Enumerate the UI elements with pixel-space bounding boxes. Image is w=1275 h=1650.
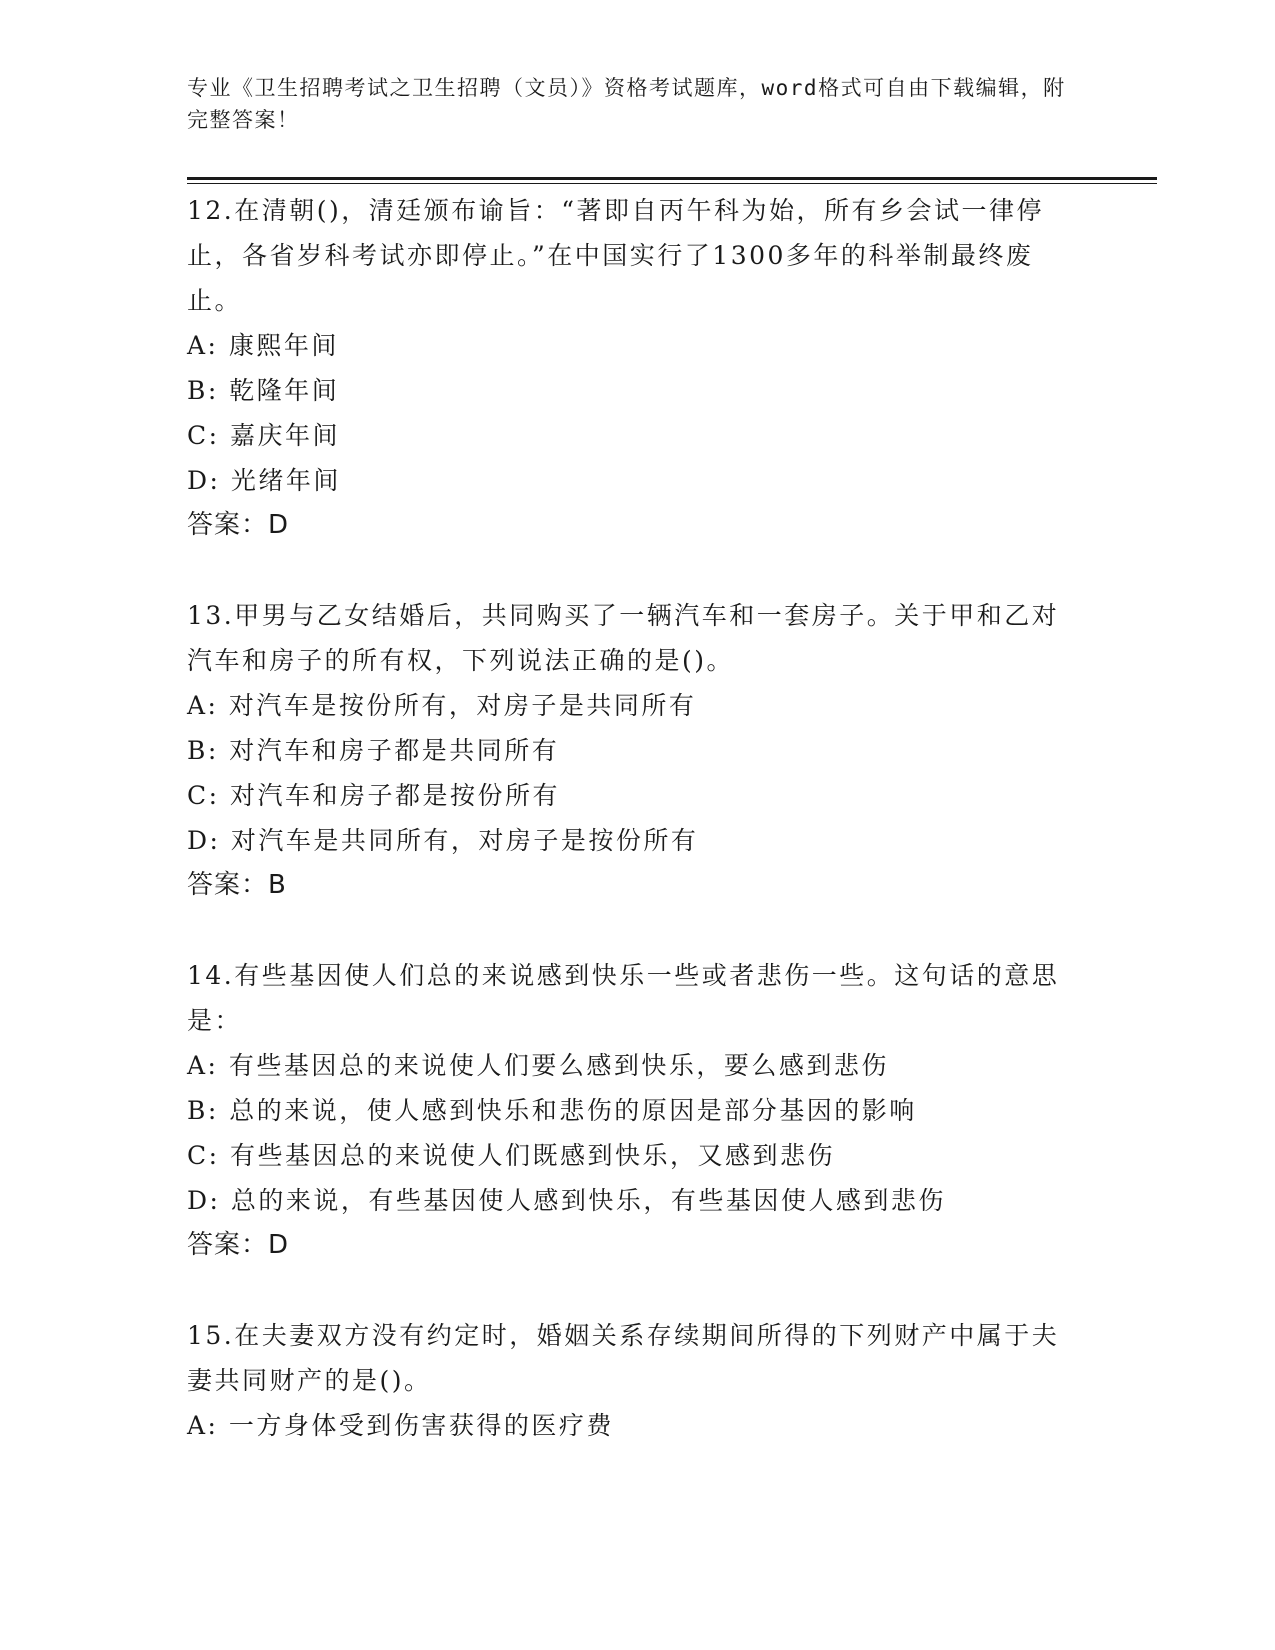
option-d: D: 总的来说，有些基因使人感到快乐，有些基因使人感到悲伤 (187, 1186, 946, 1215)
option-a: A: 对汽车是按份所有，对房子是共同所有 (187, 691, 697, 720)
option-c: C: 嘉庆年间 (187, 421, 340, 450)
header-rule-thin (187, 183, 1157, 184)
option-a: A: 康熙年间 (187, 331, 339, 360)
question-14 (187, 953, 1077, 1268)
question-stem: 13.甲男与乙女结婚后，共同购买了一辆汽车和一套房子。关于甲和乙对汽车和房子的所有权，下列说法正确的是()。 (187, 601, 1060, 675)
answer-line: 答案：D (187, 1230, 290, 1260)
question-spacer (187, 908, 1077, 953)
question-stem: 15.在夫妻双方没有约定时，婚姻关系存续期间所得的下列财产中属于夫妻共同财产的是()。 (187, 1321, 1060, 1395)
option-b: B: 总的来说，使人感到快乐和悲伤的原因是部分基因的影响 (187, 1096, 917, 1125)
question-stem: 14.有些基因使人们总的来说感到快乐一些或者悲伤一些。这句话的意思是： (187, 961, 1060, 1035)
option-c: C: 对汽车和房子都是按份所有 (187, 781, 560, 810)
document-header: 专业《卫生招聘考试之卫生招聘（文员）》资格考试题库，word格式可自由下载编辑，附完整答案！ (187, 76, 1066, 132)
question-stem: 12.在清朝()，清廷颁布谕旨：“著即自丙午科为始，所有乡会试一律停止，各省岁科考试亦即停止。”在中国实行了1300多年的科举制最终废止。 (187, 196, 1045, 315)
question-12 (187, 188, 1077, 548)
answer-line: 答案：B (187, 870, 287, 900)
option-b: B: 乾隆年间 (187, 376, 340, 405)
header-rule-thick (187, 177, 1157, 180)
option-a: A: 有些基因总的来说使人们要么感到快乐，要么感到悲伤 (187, 1051, 889, 1080)
option-b: B: 对汽车和房子都是共同所有 (187, 736, 560, 765)
option-d: D: 对汽车是共同所有，对房子是按份所有 (187, 826, 699, 855)
question-list (187, 188, 1077, 1448)
option-c: C: 有些基因总的来说使人们既感到快乐，又感到悲伤 (187, 1141, 836, 1170)
question-15 (187, 1313, 1077, 1448)
answer-line: 答案：D (187, 510, 290, 540)
option-a: A: 一方身体受到伤害获得的医疗费 (187, 1411, 614, 1440)
question-spacer (187, 548, 1077, 593)
question-13 (187, 593, 1077, 908)
question-spacer (187, 1268, 1077, 1313)
option-d: D: 光绪年间 (187, 466, 341, 495)
